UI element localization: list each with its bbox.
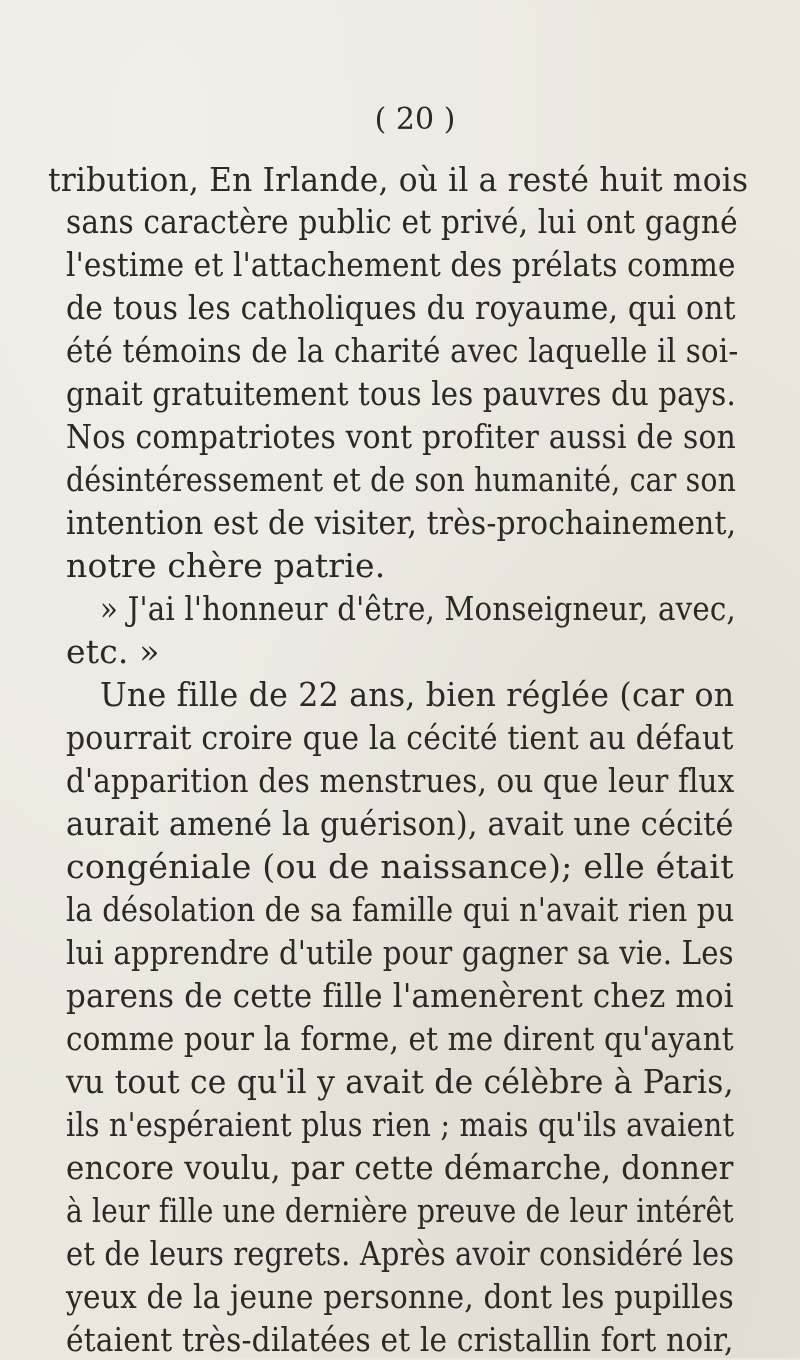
- text-line: d'apparition des menstrues, ou que leur flux: [66, 761, 735, 800]
- text-line: aurait amené la guérison), avait une cécité: [66, 804, 734, 843]
- text-line: notre chère patrie.: [66, 546, 386, 585]
- text-line: etc. »: [66, 632, 160, 671]
- page-number: ( 20 ): [374, 102, 456, 137]
- text-line: ils n'espéraient plus rien ; mais qu'ils avaient: [66, 1105, 735, 1144]
- text-line: tribution, En Irlande, où il a resté huit mois: [48, 160, 749, 199]
- text-line: Nos compatriotes vont profiter aussi de son: [66, 417, 737, 456]
- text-line: désintéressement et de son humanité, car son: [66, 460, 737, 499]
- text-line: étaient très-dilatées et le cristallin fort noir,: [66, 1320, 734, 1359]
- text-line: la désolation de sa famille qui n'avait rien pu: [66, 890, 735, 929]
- text-line: été témoins de la charité avec laquelle il soi-: [66, 331, 739, 370]
- text-line: lui apprendre d'utile pour gagner sa vie. Les: [66, 933, 734, 972]
- text-line: de tous les catholiques du royaume, qui ont: [66, 288, 736, 327]
- text-line: Une fille de 22 ans, bien réglée (car on: [100, 675, 735, 714]
- text-line: pourrait croire que la cécité tient au défaut: [66, 718, 734, 757]
- text-line: sans caractère public et privé, lui ont gagné: [66, 202, 738, 241]
- text-line: encore voulu, par cette démarche, donner: [66, 1148, 734, 1187]
- text-line: intention est de visiter, très-prochainement,: [66, 503, 737, 542]
- text-line: à leur fille une dernière preuve de leur intérêt: [66, 1191, 734, 1230]
- text-line: vu tout ce qu'il y avait de célèbre à Paris,: [66, 1062, 734, 1101]
- text-line: congéniale (ou de naissance); elle était: [66, 847, 734, 886]
- text-line: yeux de la jeune personne, dont les pupilles: [66, 1277, 734, 1316]
- text-line: comme pour la forme, et me dirent qu'ayant: [66, 1019, 734, 1058]
- text-line: gnait gratuitement tous les pauvres du pays.: [66, 374, 736, 413]
- text-line: l'estime et l'attachement des prélats comme: [66, 245, 736, 284]
- text-line: parens de cette fille l'amenèrent chez moi: [66, 976, 734, 1015]
- text-line: » J'ai l'honneur d'être, Monseigneur, avec,: [100, 589, 736, 628]
- text-line: et de leurs regrets. Après avoir considéré les: [66, 1234, 735, 1273]
